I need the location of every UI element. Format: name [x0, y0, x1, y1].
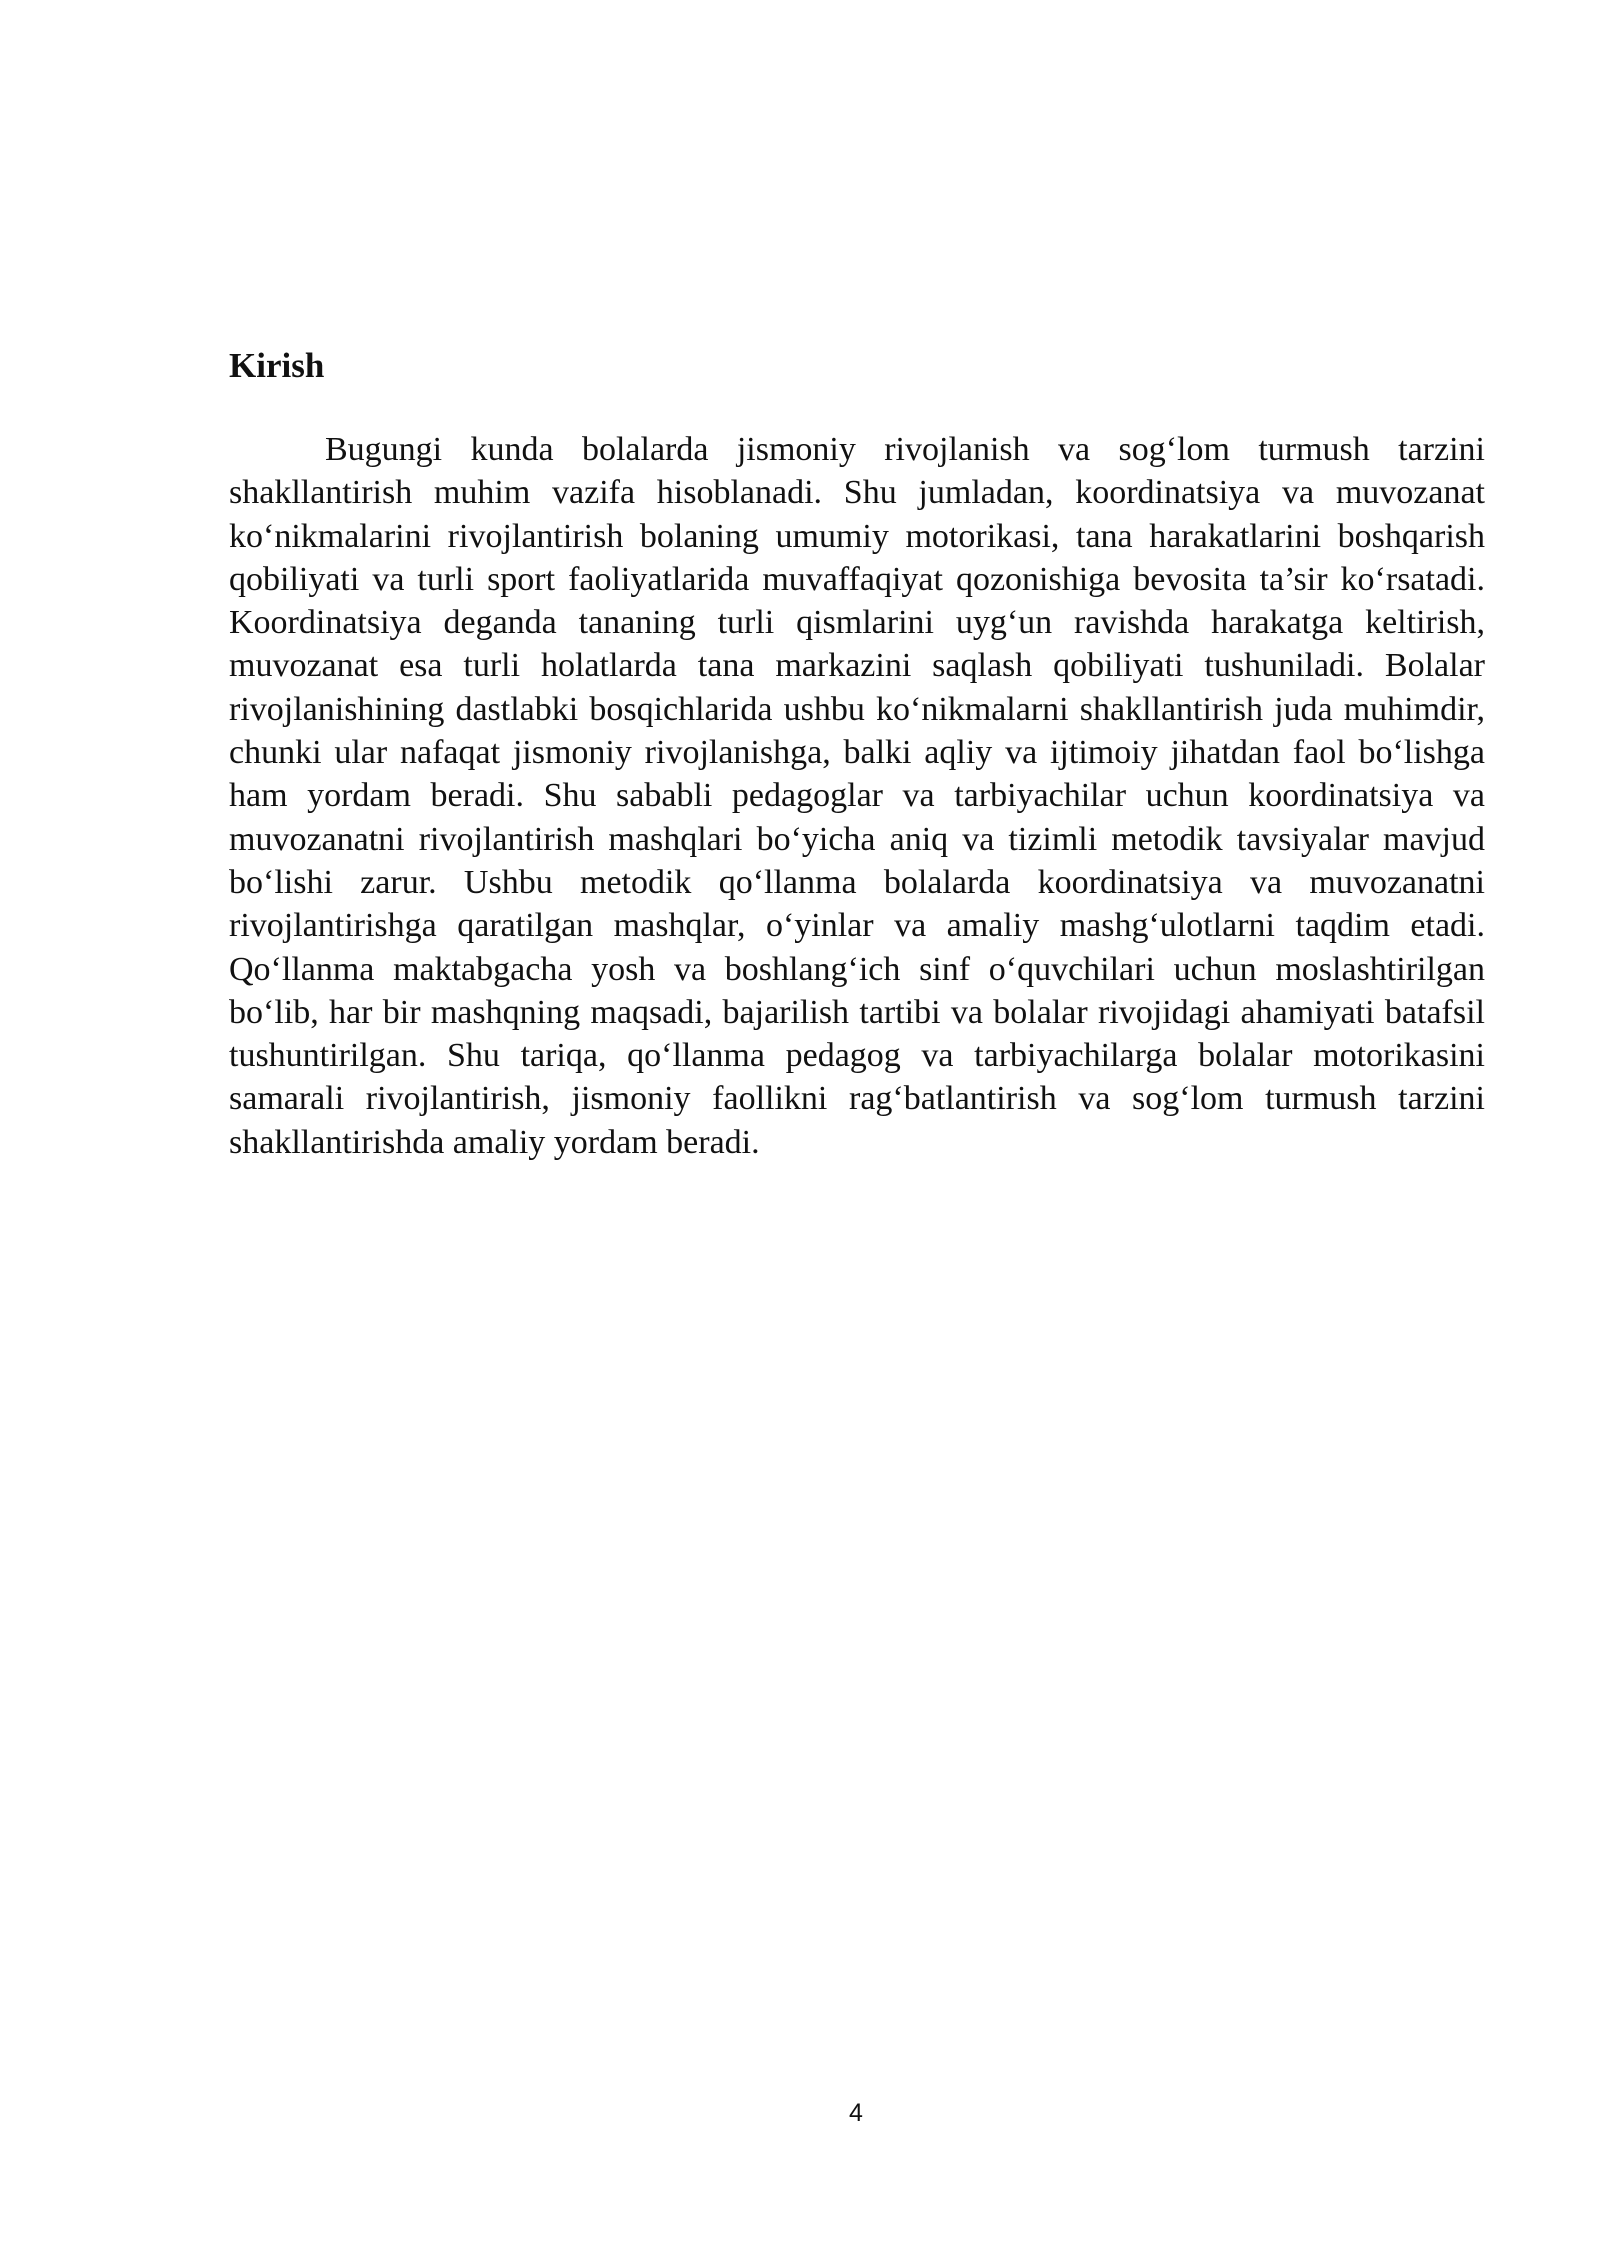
- body-paragraph: Bugungi kunda bolalarda jismoniy rivojlanish va sog‘lom turmush tarzini shakllantirish muhim vazifa hisoblanadi. Shu jumladan, koordinatsiya va muvozanat ko‘nikmalarini rivojlantirish bolaning umumiy motorikasi, tana harakatlarini boshqarish qobiliyati va turli sport faoliyatlarida muvaffaqiyat qozonishiga bevosita ta’sir ko‘rsatadi. Koordinatsiya deganda tananing turli qismlarini uyg‘un ravishda harakatga keltirish, muvozanat esa turli holatlarda tana markazini saqlash qobiliyati tushuniladi. Bolalar rivojlanishining dastlabki bosqichlarida ushbu ko‘nikmalarni shakllantirish juda muhimdir, chunki ular nafaqat jismoniy rivojlanishga, balki aqliy va ijtimoiy jihatdan faol bo‘lishga ham yordam beradi. Shu sababli pedagoglar va tarbiyachilar uchun koordinatsiya va muvozanatni rivojlantirish mashqlari bo‘yicha aniq va tizimli metodik tavsiyalar mavjud bo‘lishi zarur. Ushbu metodik qo‘llanma bolalarda koordinatsiya va muvozanatni rivojlantirishga qaratilgan mashqlar, o‘yinlar va amaliy mashg‘ulotlarni taqdim etadi. Qo‘llanma maktabgacha yosh va boshlang‘ich sinf o‘quvchilari uchun moslashtirilgan bo‘lib, har bir mashqning maqsadi, bajarilish tartibi va bolalar rivojidagi ahamiyati batafsil tushuntirilgan. Shu tariqa, qo‘llanma pedagog va tarbiyachilarga bolalar motorikasini samarali rivojlantirish, jismoniy faollikni rag‘batlantirish va sog‘lom turmush tarzini shakllantirishda amaliy yordam beradi.: [229, 431, 1485, 1161]
- section-heading: Kirish: [229, 346, 325, 385]
- page-number: 4: [849, 2099, 863, 2127]
